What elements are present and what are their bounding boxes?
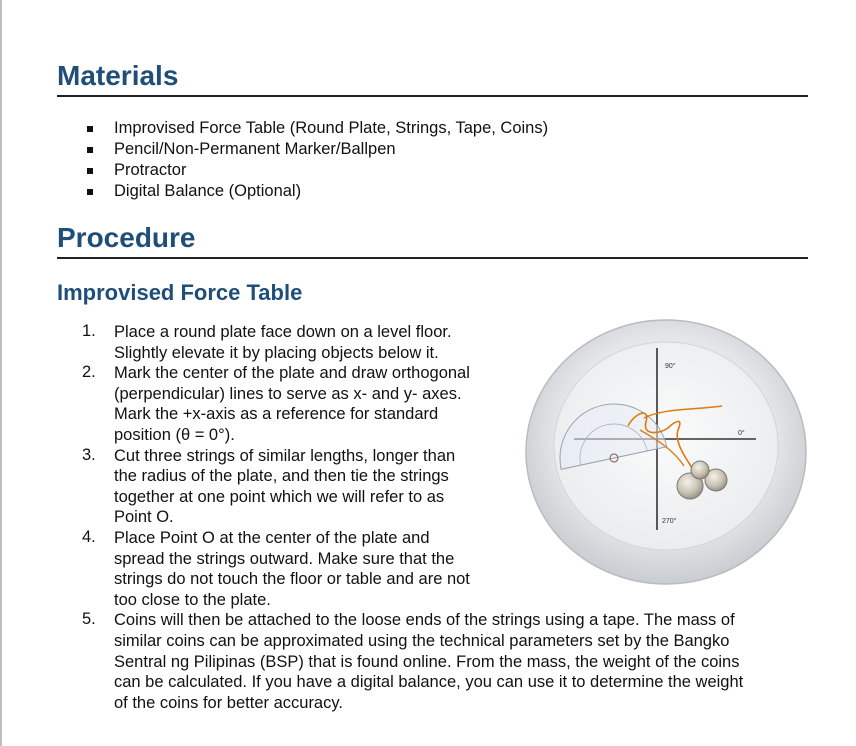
coin (691, 461, 709, 479)
step-line: (perpendicular) lines to serve as x- and y- axes. (114, 384, 462, 403)
procedure-step (82, 610, 743, 713)
step-line: Point O. (114, 508, 174, 527)
step-number: 3. (82, 445, 96, 464)
procedure-heading: Procedure (57, 222, 196, 253)
materials-item (82, 118, 548, 139)
step-line: can be calculated. If you have a digital balance, you can use it to determine the weight (114, 673, 744, 692)
label-0-degrees: 0° (738, 430, 745, 437)
step-line: of the coins for better accuracy. (114, 693, 343, 712)
step-line: spread the strings outward. Make sure that the (114, 549, 455, 568)
procedure-subheading: Improvised Force Table (57, 280, 303, 305)
step-number: 1. (82, 322, 96, 340)
bullet-icon (87, 168, 93, 174)
label-90-degrees: 90° (665, 363, 676, 370)
step-line: Coins will then be attached to the loose ends of the strings using a tape. The mass of (114, 611, 735, 630)
step-line: position (θ = 0°). (114, 425, 235, 444)
step-line: too close to the plate. (114, 590, 271, 609)
materials-item-text: Pencil/Non-Permanent Marker/Ballpen (114, 140, 396, 158)
step-line: Mark the center of the plate and draw orthogonal (114, 364, 470, 383)
step-line: Sentral ng Pilipinas (BSP) that is found online. From the mass, the weight of the coins (114, 652, 740, 671)
label-270-degrees: 270° (662, 518, 677, 525)
bullet-icon (87, 147, 93, 153)
step-line: together at one point which we will refer to as (114, 487, 445, 506)
step-text (114, 610, 743, 713)
materials-item-text: Protractor (114, 161, 187, 179)
step-number: 5. (82, 610, 96, 629)
step-number: 2. (82, 363, 96, 382)
procedure-divider (57, 257, 808, 259)
bullet-icon (87, 126, 93, 132)
materials-item-text: Improvised Force Table (Round Plate, Strings, Tape, Coins) (114, 119, 549, 137)
force-table-photo (524, 318, 808, 588)
step-line: Mark the +x-axis as a reference for standard (114, 405, 439, 424)
materials-divider (57, 95, 808, 97)
step-line: similar coins can be approximated using the technical parameters set by the Bangko (114, 631, 730, 650)
materials-item (82, 160, 548, 181)
bullet-icon (87, 189, 93, 195)
materials-item (82, 181, 548, 202)
step-line: Cut three strings of similar lengths, longer than (114, 446, 456, 465)
step-line: strings do not touch the floor or table and are not (114, 570, 470, 589)
step-number: 4. (82, 527, 96, 546)
step-line: Slightly elevate it by placing objects below it. (114, 343, 439, 362)
step-line: the radius of the plate, and then tie the strings (114, 467, 449, 486)
page-left-border (0, 0, 2, 746)
step-line: Place a round plate face down on a level floor. (114, 323, 452, 341)
materials-list (82, 118, 548, 202)
materials-item (82, 139, 548, 160)
step-line: Place Point O at the center of the plate and (114, 528, 430, 547)
materials-heading: Materials (57, 60, 179, 91)
materials-item-text: Digital Balance (Optional) (114, 182, 302, 200)
